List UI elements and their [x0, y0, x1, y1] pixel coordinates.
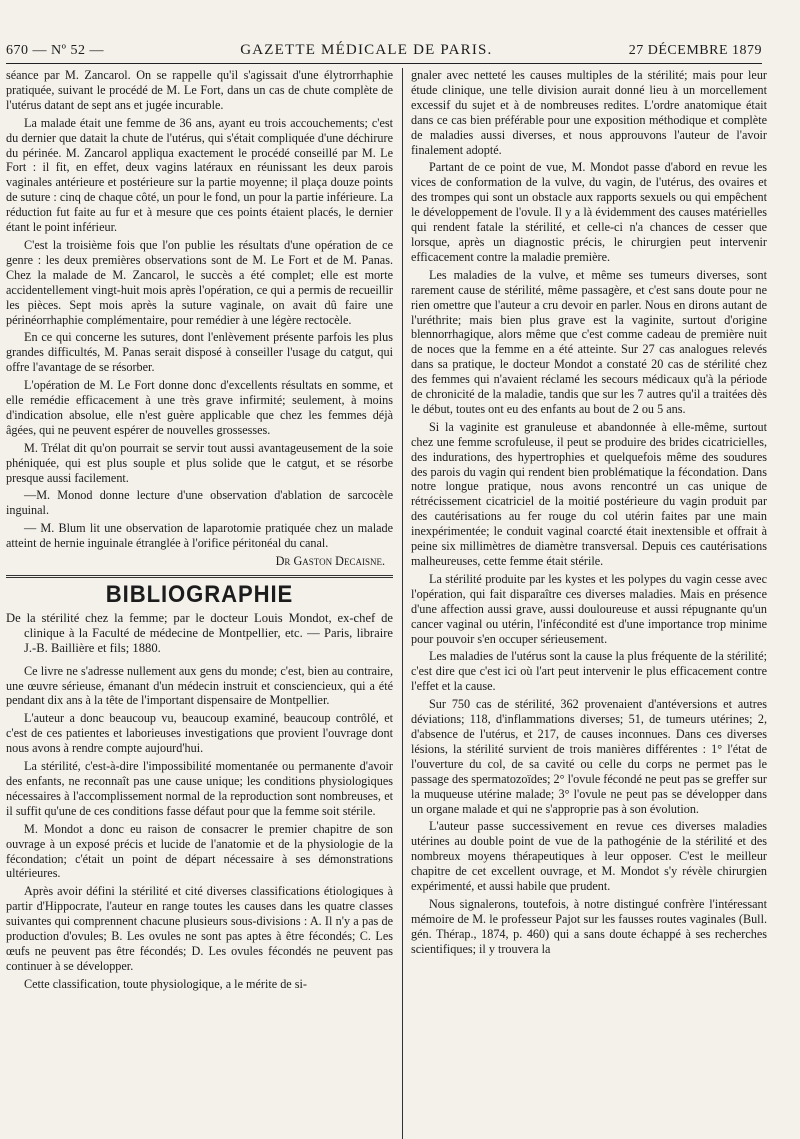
paragraph: L'auteur a donc beaucoup vu, beaucoup examiné, beaucoup contrôlé, et c'est de ces patientes et laborieuses investigations que provient l'ouvrage dont nous avons à rendre compte aujourd'hui.	[6, 711, 393, 756]
paragraph: Après avoir défini la stérilité et cité diverses classifications étiologiques à partir d'Hippocrate, l'auteur en range toutes les causes dans les quatre classes suivantes qui comprennent chacune plusieurs sous-divisions : A. Il n'y a pas de production d'ovules; B. Les ovules ne sont pas aptes à être fécondés; C. Les œufs ne peuvent pas être fécondés; D. Les ovules fécondés ne peuvent pas continuer à se développer.	[6, 884, 393, 973]
paragraph: gnaler avec netteté les causes multiples de la stérilité; mais pour leur étude clinique, une telle division aurait donné lieu à un morcellement excessif du sujet et à de nombreuses redites. L'ordre anatomique était dans ce cas bien préférable pour une exposition méthodique et complète de maladies aussi diverses, et nous approuvons l'auteur de l'avoir finalement adopté.	[411, 68, 767, 157]
paragraph: Si la vaginite est granuleuse et abandonnée à elle-même, surtout chez une femme scrofuleuse, il peut se produire des brides cicatricielles, des indurations, des hypertrophies et quelquefois même des soudures des parois du vagin qui rendent bien problématique la fécondation. Dans notre longue pratique, nous avons rencontré un cas unique de rétrécissement cicatriciel de la moitié postérieure du vagin produit par des cautérisations au fer rouge du col utérin faites par une main inexpérimentée; le conduit vaginal coarcté était inextensible et offrait à peine six millimètres de diamètre transversal. Depuis ces cautérisations malheureuses, cette femme était stérile.	[411, 419, 767, 568]
paragraph: La malade était une femme de 36 ans, ayant eu trois accouchements; c'est du dernier que datait la chute de l'utérus, qui s'était compliquée d'une déchirure du périnée. M. Zancarol appliqua exactement le procédé conseillé par M. Le Fort : il fit, en effet, deux vagins latéraux en réunissant les deux parois vaginales antérieure et postérieure sur la partie moyenne; il plaça douze points de suture : cinq de chaque côté, un pour le fond, un pour la partie inférieure. La réduction fut faite au fur et à mesure que ces points étaient placés, le dernier étant le point inférieur.	[6, 115, 393, 235]
paragraph: Les maladies de la vulve, et même ses tumeurs diverses, sont rarement cause de stérilité, même passagère, et c'est sans doute pour ne rien omettre que l'auteur a cru devoir en parler. Nous en dirons autant de l'uréthrite; mais bien plus grave est la vaginite, surtout d'origine blennorrhagique, alors même que c'est comme cadeau de première nuit de noces que la femme en a été atteinte. Sur 27 cas analogues relevés dans sa pratique, le docteur Mondot a constaté 20 cas de stérilité chez des femmes qui n'avaient réclamé les secours médicaux qu'à la période de chronicité de la maladie, tandis que sur les 7 autres qu'il a traitées dès le début, toutes ont eu des enfants au bout de 2 ou 5 ans.	[411, 267, 767, 416]
paragraph: Nous signalerons, toutefois, à notre distingué confrère l'intéressant mémoire de M. le professeur Pajot sur les fausses routes vaginales (Bull. gén. Thérap., 1874, p. 460) qui a sans doute échappé à ses recherches scientifiques; il y trouvera la	[411, 896, 767, 956]
paragraph: L'opération de M. Le Fort donne donc d'excellents résultats en somme, et elle remédie efficacement à une très grave infirmité; seulement, à moins d'indication absolue, elle n'est guère applicable que chez les femmes déjà âgées, qui ne peuvent espérer de nouvelles grossesses.	[6, 378, 393, 437]
paragraph: Les maladies de l'utérus sont la cause la plus fréquente de la stérilité; c'est dire que c'est ici où l'art peut intervenir le plus efficacement contre l'effet et la cause.	[411, 649, 767, 694]
paragraph: Cette classification, toute physiologique, a le mérite de si-	[24, 976, 307, 991]
page-header	[6, 42, 762, 59]
paragraph: C'est la troisième fois que l'on publie les résultats d'une opération de ce genre : les deux premières observations sont de M. Le Fort et de M. Panas. Chez la malade de M. Zancarol, le succès a été complet; elle est morte accidentellement vingt-huit mois après l'opération, ce qui a permis de recueillir les pièces. Sept mois après la suture vaginale, on avait dû faire une périnéorrhaphie complémentaire, pour remédier à une légère rectocèle.	[6, 237, 393, 327]
paragraph: En ce qui concerne les sutures, dont l'enlèvement présente parfois les plus grandes difficultés, M. Panas serait disposé à conseiller l'usage du catgut, qui offre l'avantage de se résorber.	[6, 330, 393, 375]
paragraph: —M. Monod donne lecture d'une observation d'ablation de sarcocèle inguinal.	[6, 488, 393, 518]
book-reference: De la stérilité chez la femme; par le docteur Louis Mondot, ex-chef de clinique à la Faculté de médecine de Montpellier, etc. — Paris, libraire J.-B. Baillière et fils; 1880.	[6, 610, 393, 655]
journal-title: GAZETTE MÉDICALE DE PARIS.	[240, 42, 493, 58]
issue-date: 27 DÉCEMBRE 1879	[628, 43, 762, 58]
paragraph: séance par M. Zancarol. On se rappelle qu'il s'agissait d'une élytrorrhaphie pratiquée, suivant le procédé de M. Le Fort, dans un cas de chute complète de l'utérus datant de sept ans et jugée incurable.	[6, 68, 393, 112]
section-title: BIBLIOGRAPHIE	[105, 581, 294, 608]
section-separator	[6, 575, 393, 578]
right-column	[411, 68, 767, 1133]
header-rule	[6, 63, 762, 64]
paragraph: L'auteur passe successivement en revue ces diverses maladies utérines au double point de vue de la pathogénie de la stérilité et des nombreux moyens thérapeutiques à leur opposer. C'est le meilleur chapitre de cet excellent ouvrage, et M. Mondot s'y révèle chirurgien expérimenté, et aussi habile que prudent.	[411, 819, 767, 894]
paragraph: La stérilité produite par les kystes et les polypes du vagin cesse avec l'opération, qui fait disparaître ces diverses maladies. Mais en présence d'une affection aussi grave, aussi douloureuse et aussi répugnante qu'un cancer vaginal ou utérin, l'infécondité est d'une importance trop minime pour pouvoir s'en occuper sérieusement.	[411, 571, 767, 646]
paragraph: La stérilité, c'est-à-dire l'impossibilité momentanée ou permanente d'avoir des enfants, ne reconnaît pas une cause unique; les conditions physiologiques nécessaires à l'accomplissement normal de la reproduction sont nombreuses, et il suffit qu'une de ces conditions fasse défaut pour que la femme soit stérile.	[6, 759, 393, 818]
paragraph: Partant de ce point de vue, M. Mondot passe d'abord en revue les vices de conformation de la vulve, du vagin, de l'utérus, des ovaires et des trompes qui sont un obstacle aux rapports sexuels ou qui empêchent le développement de l'ovule. Il y a là évidemment des causes matérielles qui rendent fatale la stérilité, et celle-ci n'a chances de cesser que lorsque, après un diagnostic précis, le chirurgien peut intervenir efficacement contre la maladie première.	[411, 160, 767, 264]
paragraph: — M. Blum lit une observation de laparotomie pratiquée chez un malade atteint de hernie inguinale étranglée à l'orifice péritonéal du canal.	[6, 521, 393, 551]
page-number: 670 — Nº 52 —	[6, 43, 104, 58]
paragraph: Sur 750 cas de stérilité, 362 provenaient d'antéversions et autres déviations; 118, d'inflammations diverses; 51, de tumeurs utérines; 2, d'absence de l'utérus, et 217, de causes inconnues. Dans ces diverses lésions, la stérilité survient de trois manières différentes : 1° l'état de l'ouverture du col, de sa cavité ou celle du corps ne permet pas le passage des spermatozoïdes; 2° l'ovule fécondé ne peut pas se greffer sur la muqueuse utérine malade; 3° l'ovule ne peut pas se développer dans un organe malade et qui ne s'approprie pas à son évolution.	[411, 697, 767, 816]
paragraph: M. Trélat dit qu'on pourrait se servir tout aussi avantageusement de la soie phéniquée, qui est plus souple et plus solide que le catgut, et se résorbe presque aussi facilement.	[6, 440, 393, 485]
paragraph: M. Mondot a donc eu raison de consacrer le premier chapitre de son ouvrage à un exposé précis et lucide de l'anatomie et de la physiologie de la fécondation; c'était un point de départ nécessaire à ses démonstrations ultérieures.	[6, 821, 393, 881]
left-column	[6, 68, 393, 1133]
paragraph: Ce livre ne s'adresse nullement aux gens du monde; c'est, bien au contraire, une œuvre sérieuse, émanant d'un médecin instruit et consciencieux, qui a été pendant dix ans à la tête de l'important dispensaire de Montpellier.	[6, 663, 393, 708]
author-signature: Dr Gaston Decaisne.	[275, 554, 385, 569]
column-divider	[402, 68, 403, 1139]
